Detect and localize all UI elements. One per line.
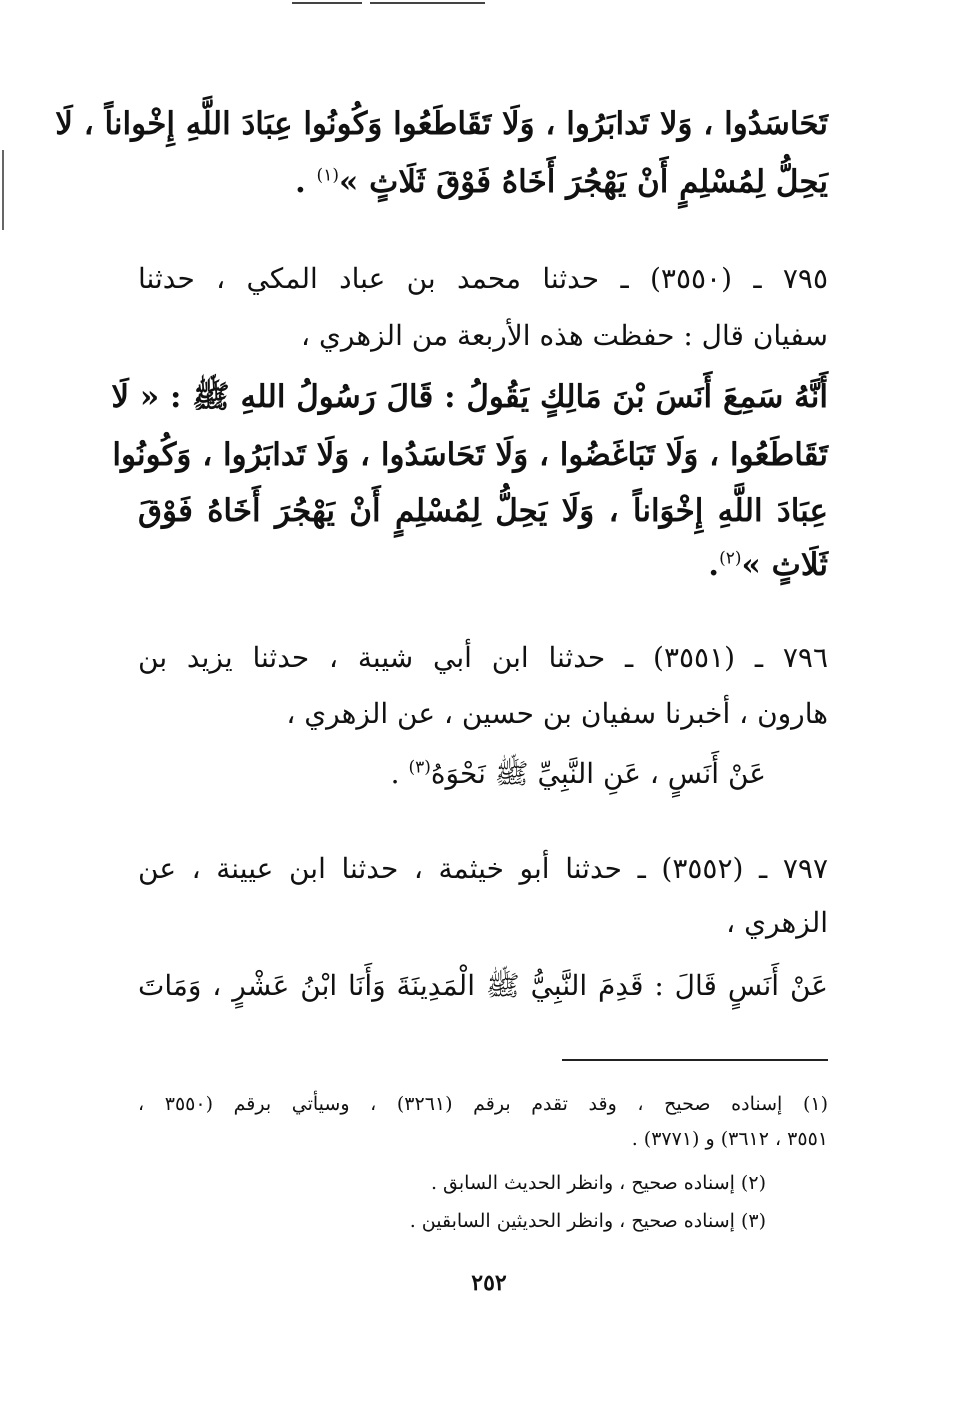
isnad-line: سفيان قال : حفظت هذه الأربعة من الزهري ، — [301, 319, 828, 352]
text-line: عَنْ أَنَسٍ قَالَ : قَدِمَ النَّبِيُّ ﷺ الْمَدِينَةَ وَأَنَا ابْنُ عَشْرٍ ، وَمَاتَ — [138, 969, 828, 1002]
text-line: تَحَاسَدُوا ، وَلا تَدابَرُوا ، وَلَا تَقَاطَعُوا وَكُونُوا عِبَادَ اللَّهِ إِخْواناً ، لَا — [55, 106, 828, 142]
footnote-marker: (٢) — [719, 548, 742, 569]
isnad-line: ٧٩٧ ـ (٣٥٥٢) ـ حدثنا أبو خيثمة ، حدثنا ابن عيينة ، عن — [138, 852, 828, 885]
text-line: عِبَادَ اللَّهِ إِخْوَاناً ، وَلَا يَحِلُّ لِمُسْلِمٍ أَنْ يَهْجُرَ أَخَاهُ فَوْقَ — [138, 493, 828, 529]
text-line: أَنَّهُ سَمِعَ أَنَسَ بْنَ مَالِكٍ يَقُولُ : قَالَ رَسُولُ اللهِ ﷺ : « لَا — [111, 379, 828, 415]
page-number: ٢٥٢ — [471, 1270, 507, 1296]
isnad-line: ٧٩٦ ـ (٣٥٥١) ـ حدثنا ابن أبي شيبة ، حدثنا يزيد بن — [138, 641, 828, 674]
top-rule — [292, 2, 362, 4]
isnad-line: ٧٩٥ ـ (٣٥٥٠) ـ حدثنا محمد بن عباد المكي ، حدثنا — [138, 262, 828, 295]
footnote-marker: (٣) — [408, 757, 431, 778]
top-rule — [370, 2, 485, 4]
footnote: (٢) إسناده صحيح ، وانظر الحديث السابق . — [430, 1172, 766, 1194]
footnote-divider — [562, 1059, 828, 1061]
footnote: ٣٥٥١ ، ٣٦١٢) و (٣٧٧١) . — [631, 1128, 828, 1150]
text-line: ثَلَاثٍ »$^{(٢)}$. — [708, 547, 828, 583]
margin-mark — [2, 150, 4, 230]
isnad-line: الزهري ، — [726, 906, 828, 939]
text-line: عَنْ أَنَسٍ ، عَنِ النَّبِيِّ ﷺ نَحْوَهُ$^{(٣)}$ . — [390, 757, 766, 790]
footnote: (١) إسناده صحيح ، وقد تقدم برقم (٣٢٦١) ، وسيأتي برقم (٣٥٥٠ ، — [138, 1093, 829, 1115]
text-line: يَحِلُّ لِمُسْلِمٍ أَنْ يَهْجُرَ أَخَاهُ فَوْقَ ثَلَاثٍ »$^{(١)}$ . — [294, 164, 828, 200]
isnad-line: هارون ، أخبرنا سفيان بن حسين ، عن الزهري ، — [286, 697, 828, 730]
footnote: (٣) إسناده صحيح ، وانظر الحديثين السابقين . — [409, 1210, 766, 1232]
footnote-marker: (١) — [316, 165, 339, 186]
text-line: تَقَاطَعُوا ، وَلَا تَبَاغَضُوا ، وَلَا تَحَاسَدُوا ، وَلَا تَدابَرُوا ، وَكُونُوا — [112, 437, 828, 473]
